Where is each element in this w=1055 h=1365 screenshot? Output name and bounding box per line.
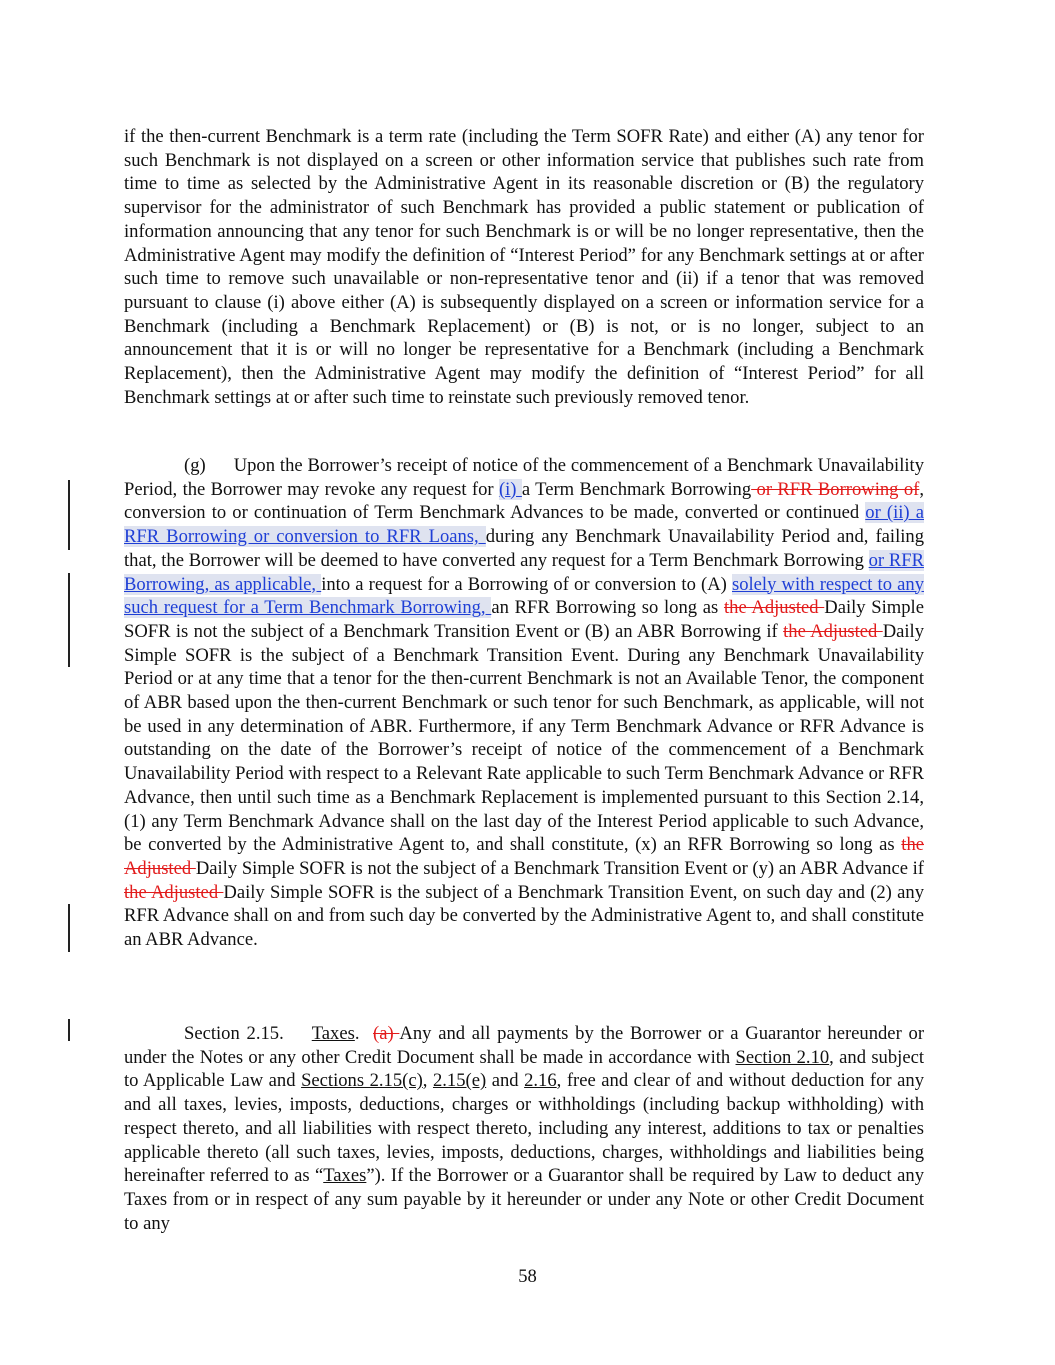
deleted-text: the Adjusted: [723, 597, 825, 619]
deleted-text: the Adjusted: [124, 881, 224, 903]
inserted-text: or (ii) a RFR Borrowing or conversion to RFR Loans,: [124, 502, 924, 548]
cross-reference: 2.16: [524, 1070, 557, 1092]
text-run: Upon the Borrower’s receipt of notice of the commencement of a Benchmark Unavailability Period, the Borrower may revoke any request for: [124, 455, 924, 500]
change-bar: [68, 904, 70, 952]
text-run: .: [354, 1023, 360, 1044]
clause-label: (g): [184, 455, 206, 476]
inserted-text: or RFR Borrowing, as applicable,: [124, 549, 924, 595]
text-run: , conversion to or continuation of Term Benchmark Advances to be made, converted or continued: [124, 478, 924, 524]
cross-reference: 2.15(e): [432, 1070, 487, 1092]
text-run: , free and clear of and without deduction for any and all taxes, levies, imposts, deductions, charges or withholdings (including backup withholding) with respect thereto, and all liabilities with respect thereto, including any interest, additions to tax or penalties applicable thereto (all such taxes, levies, imposts, deductions, charges, withholdings and liabilities being hereinafter referred to as “: [124, 1070, 925, 1187]
deleted-text: the Adjusted: [783, 620, 883, 642]
text-run: Daily Simple SOFR is not the subject of a Benchmark Transition Event or (B) an ABR Borrowing if: [124, 597, 924, 642]
inserted-text: (i): [498, 478, 522, 500]
section-heading: Taxes: [311, 1023, 355, 1044]
inserted-text: solely with respect to any such request for a Term Benchmark Borrowing,: [124, 573, 924, 619]
text-run: , and subject to Applicable Law and: [124, 1046, 924, 1092]
cross-reference: Section 2.10: [735, 1046, 830, 1068]
change-bar: [68, 1019, 70, 1041]
deleted-text: (a): [373, 1023, 400, 1044]
text-run: Daily Simple SOFR is the subject of a Benchmark Transition Event. During any Benchmark Unavailability Period or at any time that a tenor for the then-current Benchmark is not an Available Tenor, the component of ABR based upon the then-current Benchmark or such tenor for such Benchmark, as applicable, will not be used in any determination of ABR. Furthermore, if any Term Benchmark Advance or RFR Advance is outstanding on the date of the Borrower’s receipt of notice of the commencement of a Benchmark Unavailability Period with respect to a Relevant Rate applicable to such Term Benchmark Advance or RFR Advance, then until such time as a Benchmark Replacement is implemented pursuant to this Section 2.14, (1) any Term Benchmark Advance shall on the last day of the Interest Period applicable to such Advance, be converted by the Administrative Agent to, and shall constitute, (x) an RFR Borrowing so long as: [124, 620, 924, 856]
change-bar: [68, 573, 70, 667]
text-run: ”). If the Borrower or a Guarantor shall be required by Law to deduct any Taxes from or in respect of any sum payable by it hereunder or under any Note or other Credit Document to any: [124, 1165, 924, 1234]
deleted-text: or RFR Borrowing of: [751, 478, 920, 500]
text-run: Daily Simple SOFR is the subject of a Benchmark Transition Event, on such day and (2) any RFR Advance shall on and from such day be converted by the Administrative Agent to, and shall constitute an ABR Advance.: [124, 881, 924, 951]
text-run: a Term Benchmark Borrowing: [521, 478, 752, 500]
text-run: Any and all payments by the Borrower or a Guarantor hereunder or under the Notes or any other Credit Document shall be made in accordance with: [124, 1023, 925, 1068]
deleted-text: the Adjusted: [124, 834, 924, 879]
text-run: an RFR Borrowing so long as: [491, 597, 724, 619]
text-run: into a request for a Borrowing of or conversion to (A): [321, 573, 732, 595]
text-run: during any Benchmark Unavailability Period and, failing that, the Borrower will be deemed to have converted any request for a Term Benchmark Borrowing: [124, 526, 924, 571]
page-number: 58: [518, 1266, 537, 1287]
paragraph-section-2-15-taxes: [124, 1022, 924, 1235]
paragraph-g-benchmark-unavailability: [124, 454, 924, 952]
text-run: Daily Simple SOFR is not the subject of a Benchmark Transition Event or (y) an ABR Advance if: [195, 857, 924, 879]
change-bar: [68, 480, 70, 550]
cross-reference: Sections 2.15(c): [301, 1070, 423, 1092]
paragraph-benchmark-tenor: if the then-current Benchmark is a term rate (including the Term SOFR Rate) and either (A) any tenor for such Benchmark is not displayed on a screen or other information service that publishes such rate from time to time as selected by the Administrative Agent in its reasonable discretion or (B) the regulatory supervisor for the administrator of such Benchmark has provided a public statement or publication of information announcing that any tenor for such Benchmark is or will be no longer representative, then the Administrative Agent may modify the definition of “Interest Period” for any Benchmark settings at or after such time to remove such unavailable or non-representative tenor and (ii) if a tenor that was removed pursuant to clause (i) above either (A) is subsequently displayed on a screen or information service for a Benchmark (including a Benchmark Replacement) or (B) is not, or is no longer, subject to an announcement that it is or will no longer be representative for a Benchmark (including a Benchmark Replacement), then the Administrative Agent may modify the definition of “Interest Period” for all Benchmark settings at or after such time to reinstate such previously removed tenor.: [124, 126, 924, 408]
defined-term: Taxes: [323, 1165, 367, 1187]
text-run: ,: [422, 1070, 433, 1092]
section-number: Section 2.15.: [184, 1023, 284, 1044]
text-run: and: [486, 1070, 525, 1092]
